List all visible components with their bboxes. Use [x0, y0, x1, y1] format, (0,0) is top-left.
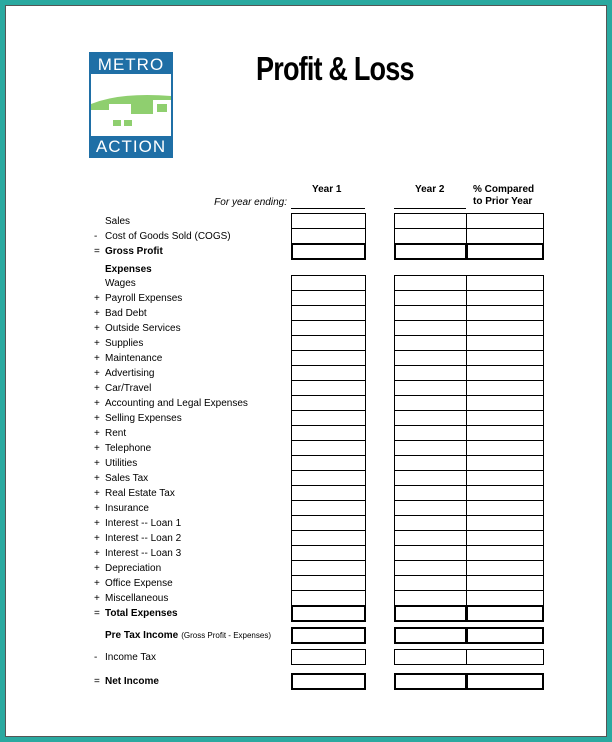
year2-cell[interactable]	[394, 395, 467, 411]
row-label-text: Depreciation	[105, 563, 162, 574]
year2-cell[interactable]	[394, 335, 467, 351]
pl-row	[0, 351, 612, 366]
year1-cell[interactable]	[291, 590, 366, 606]
row-label-text: Interest -- Loan 3	[105, 548, 182, 559]
row-operator: +	[94, 593, 100, 604]
row-label-text: Car/Travel	[105, 383, 152, 394]
pl-row	[0, 336, 612, 351]
pct-cell[interactable]	[466, 649, 544, 665]
row-operator: +	[94, 488, 100, 499]
year1-cell[interactable]	[291, 228, 366, 244]
row-label-text: Sales Tax	[105, 473, 149, 484]
row-label-text: Pre Tax Income	[105, 630, 179, 641]
year2-cell[interactable]	[394, 605, 467, 622]
year2-cell[interactable]	[394, 545, 467, 561]
pl-row	[0, 214, 612, 229]
pct-cell[interactable]	[466, 455, 544, 471]
year2-cell[interactable]	[394, 470, 467, 486]
row-label-text: Interest -- Loan 1	[105, 518, 182, 529]
pl-row	[0, 229, 612, 244]
row-label	[105, 471, 148, 486]
year1-cell[interactable]	[291, 380, 366, 396]
row-label-text: Bad Debt	[105, 308, 147, 319]
year1-cell[interactable]	[291, 395, 366, 411]
row-label-text: Rent	[105, 428, 127, 439]
year1-cell[interactable]	[291, 470, 366, 486]
logo-text-action: ACTION	[95, 137, 167, 156]
pct-cell[interactable]	[466, 228, 544, 244]
row-label-text: Accounting and Legal Expenses	[105, 398, 248, 409]
row-label-text: Sales	[105, 216, 131, 227]
pct-cell[interactable]	[466, 515, 544, 531]
year1-date-line	[291, 208, 365, 209]
year2-cell[interactable]	[394, 515, 467, 531]
year1-cell[interactable]	[291, 275, 366, 291]
row-label	[105, 650, 156, 665]
year2-cell[interactable]	[394, 243, 467, 260]
header-pct-line1: % Compared	[473, 184, 535, 195]
year1-cell[interactable]	[291, 673, 366, 690]
row-label-text: Gross Profit	[105, 246, 163, 257]
row-label	[105, 366, 154, 381]
pct-cell[interactable]	[466, 605, 544, 622]
pl-row	[0, 321, 612, 336]
year1-cell[interactable]	[291, 500, 366, 516]
row-operator: +	[94, 548, 100, 559]
row-operator: =	[94, 608, 100, 619]
year2-cell[interactable]	[394, 410, 467, 426]
row-label-text: Outside Services	[105, 323, 181, 334]
row-operator: +	[94, 458, 100, 469]
row-label-text: Income Tax	[105, 652, 156, 663]
row-operator: +	[94, 308, 100, 319]
year1-cell[interactable]	[291, 305, 366, 321]
pl-row	[0, 381, 612, 396]
year1-cell[interactable]	[291, 335, 366, 351]
year1-cell[interactable]	[291, 530, 366, 546]
pl-row	[0, 516, 612, 531]
pl-row	[0, 411, 612, 426]
row-operator: =	[94, 676, 100, 687]
logo-building-icon	[91, 74, 171, 136]
row-label	[105, 486, 175, 501]
year1-cell[interactable]	[291, 213, 366, 229]
year1-cell[interactable]	[291, 455, 366, 471]
row-label	[105, 531, 181, 546]
year2-cell[interactable]	[394, 673, 467, 690]
row-label-text: Insurance	[105, 503, 149, 514]
header-year2: Year 2	[415, 184, 445, 195]
year2-cell[interactable]	[394, 590, 467, 606]
pl-row	[0, 456, 612, 471]
year1-cell[interactable]	[291, 485, 366, 501]
page-title: Profit & Loss	[256, 50, 414, 87]
year1-cell[interactable]	[291, 545, 366, 561]
pl-row	[0, 441, 612, 456]
pl-row	[0, 291, 612, 306]
pct-cell[interactable]	[466, 213, 544, 229]
row-label-text: Office Expense	[105, 578, 173, 589]
pl-row	[0, 561, 612, 576]
year1-cell[interactable]	[291, 425, 366, 441]
row-operator: +	[94, 398, 100, 409]
row-label-text: Total Expenses	[105, 608, 178, 619]
row-label	[105, 561, 161, 576]
year1-cell[interactable]	[291, 350, 366, 366]
row-operator: -	[94, 652, 98, 663]
row-label-text: Telephone	[105, 443, 152, 454]
row-label	[105, 546, 181, 561]
year2-cell[interactable]	[394, 290, 467, 306]
row-label	[105, 321, 181, 336]
year2-cell[interactable]	[394, 320, 467, 336]
row-operator: +	[94, 383, 100, 394]
pl-row	[0, 591, 612, 606]
row-label-note: (Gross Profit - Expenses)	[181, 631, 271, 640]
row-label	[105, 516, 181, 531]
row-label	[105, 336, 143, 351]
pl-row	[0, 650, 612, 665]
year1-cell[interactable]	[291, 515, 366, 531]
pct-cell[interactable]	[466, 560, 544, 576]
year1-cell[interactable]	[291, 410, 366, 426]
row-label-text: Advertising	[105, 368, 155, 379]
pct-cell[interactable]	[466, 410, 544, 426]
row-operator: +	[94, 533, 100, 544]
pct-cell[interactable]	[466, 305, 544, 321]
row-label	[105, 441, 151, 456]
row-label	[105, 244, 163, 259]
row-label-text: Expenses	[105, 264, 152, 275]
row-label	[105, 229, 231, 244]
pl-row	[0, 606, 612, 621]
row-operator: +	[94, 293, 100, 304]
pct-cell[interactable]	[466, 485, 544, 501]
row-operator: +	[94, 413, 100, 424]
pl-row	[0, 546, 612, 561]
year2-cell[interactable]	[394, 440, 467, 456]
row-label-text: Payroll Expenses	[105, 293, 183, 304]
pct-cell[interactable]	[466, 320, 544, 336]
pl-row	[0, 306, 612, 321]
pct-cell[interactable]	[466, 365, 544, 381]
year1-cell[interactable]	[291, 290, 366, 306]
row-label-text: Utilities	[105, 458, 138, 469]
year2-cell[interactable]	[394, 627, 467, 644]
row-operator: +	[94, 578, 100, 589]
year1-cell[interactable]	[291, 575, 366, 591]
year2-cell[interactable]	[394, 365, 467, 381]
pl-row	[0, 426, 612, 441]
year2-cell[interactable]	[394, 485, 467, 501]
pct-cell[interactable]	[466, 440, 544, 456]
row-label	[105, 628, 271, 643]
row-label	[105, 501, 149, 516]
row-label	[105, 262, 152, 277]
pct-cell[interactable]	[466, 575, 544, 591]
year1-cell[interactable]	[291, 243, 366, 260]
pl-row	[0, 576, 612, 591]
metro-action-logo	[89, 52, 173, 158]
row-label	[105, 351, 162, 366]
pct-cell[interactable]	[466, 470, 544, 486]
row-operator: +	[94, 503, 100, 514]
year2-cell[interactable]	[394, 649, 467, 665]
row-label	[105, 411, 182, 426]
pct-cell[interactable]	[466, 590, 544, 606]
pl-row	[0, 628, 612, 643]
pct-cell[interactable]	[466, 243, 544, 260]
row-label	[105, 426, 126, 441]
row-label-text: Miscellaneous	[105, 593, 169, 604]
pct-cell[interactable]	[466, 500, 544, 516]
pl-row	[0, 396, 612, 411]
logo-text-metro: METRO	[97, 55, 165, 74]
pct-cell[interactable]	[466, 545, 544, 561]
row-label-text: Supplies	[105, 338, 144, 349]
pl-row	[0, 471, 612, 486]
year2-cell[interactable]	[394, 575, 467, 591]
year2-cell[interactable]	[394, 455, 467, 471]
row-label	[105, 591, 168, 606]
row-label	[105, 214, 130, 229]
pct-cell[interactable]	[466, 627, 544, 644]
row-label-text: Maintenance	[105, 353, 163, 364]
pl-row	[0, 674, 612, 689]
pl-row	[0, 486, 612, 501]
row-label	[105, 276, 136, 291]
year1-cell[interactable]	[291, 560, 366, 576]
pl-row	[0, 244, 612, 259]
row-label-text: Selling Expenses	[105, 413, 182, 424]
year2-date-line	[394, 208, 466, 209]
year1-cell[interactable]	[291, 605, 366, 622]
row-label-text: Cost of Goods Sold (COGS)	[105, 231, 231, 242]
year1-cell[interactable]	[291, 320, 366, 336]
pct-cell[interactable]	[466, 395, 544, 411]
row-label	[105, 674, 159, 689]
row-label-text: Wages	[105, 278, 136, 289]
pct-cell[interactable]	[466, 530, 544, 546]
year1-cell[interactable]	[291, 365, 366, 381]
year1-cell[interactable]	[291, 627, 366, 644]
header-year1: Year 1	[312, 184, 342, 195]
pct-cell[interactable]	[466, 350, 544, 366]
row-label	[105, 396, 248, 411]
pct-cell[interactable]	[466, 380, 544, 396]
pct-cell[interactable]	[466, 673, 544, 690]
year2-cell[interactable]	[394, 380, 467, 396]
row-operator: +	[94, 428, 100, 439]
year1-cell[interactable]	[291, 440, 366, 456]
row-label-text: Net Income	[105, 676, 159, 687]
year2-cell[interactable]	[394, 228, 467, 244]
row-label	[105, 576, 173, 591]
year2-cell[interactable]	[394, 500, 467, 516]
pct-cell[interactable]	[466, 335, 544, 351]
year2-cell[interactable]	[394, 350, 467, 366]
row-label-text: Real Estate Tax	[105, 488, 175, 499]
row-operator: +	[94, 518, 100, 529]
row-operator: +	[94, 563, 100, 574]
row-operator: =	[94, 246, 100, 257]
year2-cell[interactable]	[394, 213, 467, 229]
pl-row	[0, 276, 612, 291]
pl-row	[0, 366, 612, 381]
row-operator: -	[94, 231, 98, 242]
pl-row	[0, 501, 612, 516]
row-label	[105, 456, 137, 471]
header-pct-line2: to Prior Year	[473, 196, 533, 207]
row-operator: +	[94, 323, 100, 334]
row-label	[105, 291, 182, 306]
row-label	[105, 606, 178, 621]
year1-cell[interactable]	[291, 649, 366, 665]
year2-cell[interactable]	[394, 305, 467, 321]
row-label	[105, 306, 147, 321]
year2-cell[interactable]	[394, 530, 467, 546]
year2-cell[interactable]	[394, 275, 467, 291]
for-year-ending-label: For year ending:	[214, 197, 287, 208]
year2-cell[interactable]	[394, 560, 467, 576]
year2-cell[interactable]	[394, 425, 467, 441]
row-operator: +	[94, 443, 100, 454]
pct-cell[interactable]	[466, 275, 544, 291]
pct-cell[interactable]	[466, 290, 544, 306]
pct-cell[interactable]	[466, 425, 544, 441]
row-operator: +	[94, 368, 100, 379]
pl-row	[0, 531, 612, 546]
row-label-text: Interest -- Loan 2	[105, 533, 182, 544]
row-operator: +	[94, 473, 100, 484]
row-operator: +	[94, 353, 100, 364]
row-operator: +	[94, 338, 100, 349]
row-label	[105, 381, 151, 396]
